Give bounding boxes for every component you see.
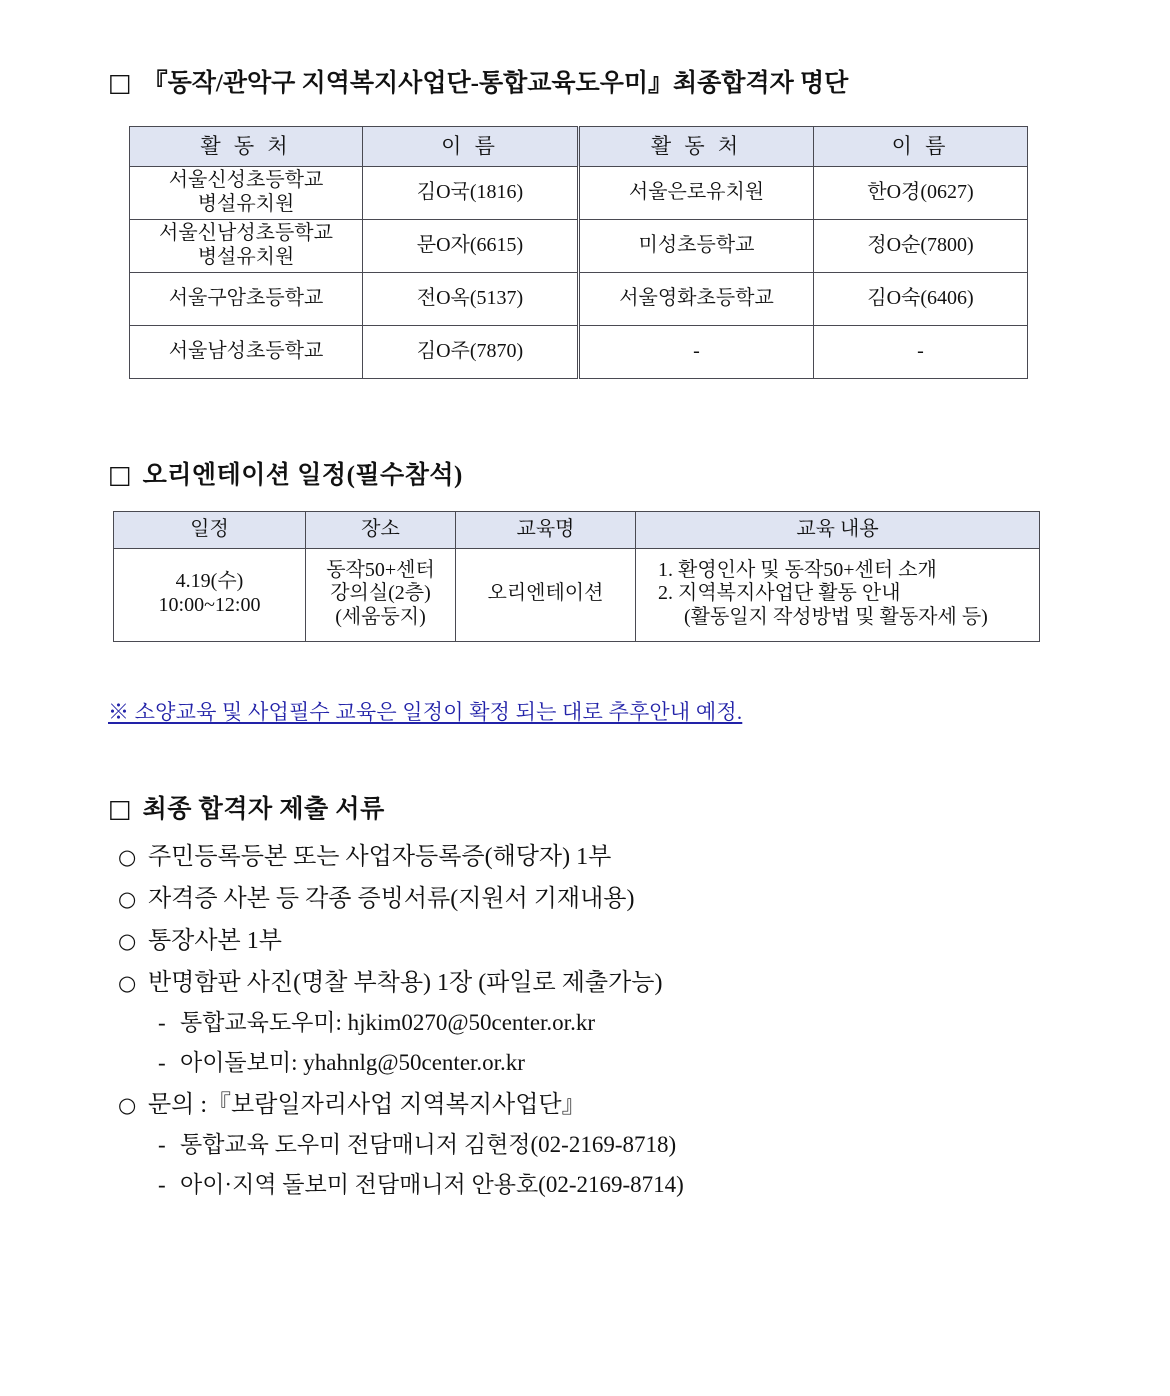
sub-item bbox=[118, 1004, 1098, 1037]
orientation-title: 오리엔테이션 일정(필수참석) bbox=[142, 462, 463, 489]
cell-schedule bbox=[114, 548, 306, 642]
cell-place-right: 서울영화초등학교 bbox=[579, 272, 814, 325]
table-row bbox=[130, 219, 1028, 272]
cell-text: 동작50+센터 bbox=[326, 558, 435, 581]
cell-name-left: 김O주(7870) bbox=[363, 325, 579, 378]
sub-item-label-manager-childcare: 아이·지역 돌보미 전담매니저 안용호(02-2169-8714) bbox=[180, 1172, 684, 1197]
dash-icon: - bbox=[158, 1172, 166, 1197]
documents-heading bbox=[108, 789, 385, 825]
cell-place-right: 미성초등학교 bbox=[579, 219, 814, 272]
list-item bbox=[118, 878, 1098, 913]
required-documents-list bbox=[118, 836, 1098, 1206]
sub-item-label-email-childcare: 아이돌보미: yhahnlg@50center.or.kr bbox=[180, 1050, 525, 1075]
list-item bbox=[118, 962, 1098, 997]
cell-content bbox=[636, 548, 1040, 642]
table-row bbox=[130, 325, 1028, 378]
checkbox-icon: □ bbox=[108, 68, 132, 97]
content-line: 1. 환영인사 및 동작50+센터 소개 bbox=[658, 558, 937, 581]
bullet-circle-icon: ○ bbox=[118, 887, 137, 911]
cell-name-right: 김O숙(6406) bbox=[814, 272, 1028, 325]
content-line bbox=[658, 606, 1035, 630]
table-row bbox=[130, 272, 1028, 325]
cell-place bbox=[306, 548, 456, 642]
cell-name-left: 문O자(6615) bbox=[363, 219, 579, 272]
cell-text: 4.19(수) bbox=[175, 570, 244, 593]
sub-item bbox=[118, 1166, 1098, 1199]
roster-heading bbox=[108, 63, 848, 99]
dash-icon: - bbox=[158, 1010, 166, 1035]
cell-text: 강의실(2층) bbox=[330, 582, 431, 605]
bullet-circle-icon: ○ bbox=[118, 845, 137, 869]
list-item-label: 반명함판 사진(명찰 부착용) 1장 (파일로 제출가능) bbox=[148, 970, 663, 996]
dash-icon: - bbox=[158, 1050, 166, 1075]
cell-place-left bbox=[130, 219, 363, 272]
bullet-circle-icon: ○ bbox=[118, 1093, 137, 1117]
cell-text: (세움둥지) bbox=[335, 605, 426, 628]
documents-title: 최종 합격자 제출 서류 bbox=[142, 796, 385, 823]
cell-place-left bbox=[130, 166, 363, 219]
sub-item bbox=[118, 1044, 1098, 1077]
cell-text: 서울신성초등학교 bbox=[168, 169, 324, 192]
cell-place-right: - bbox=[579, 325, 814, 378]
column-header-name-left: 이 름 bbox=[363, 127, 579, 167]
column-header-program: 교육명 bbox=[456, 512, 636, 549]
cell-name-right: 한O경(0627) bbox=[814, 166, 1028, 219]
cell-name-right: 정O순(7800) bbox=[814, 219, 1028, 272]
list-item-label: 주민등록등본 또는 사업자등록증(해당자) 1부 bbox=[148, 844, 612, 870]
list-item bbox=[118, 836, 1098, 871]
table-header-row bbox=[130, 127, 1028, 167]
cell-text: 병설유치원 bbox=[197, 245, 295, 268]
column-header-place: 장소 bbox=[306, 512, 456, 549]
cell-text: 서울신남성초등학교 bbox=[159, 222, 333, 245]
column-header-name-right: 이 름 bbox=[814, 127, 1028, 167]
list-item-label-inquiry: 문의 :『보람일자리사업 지역복지사업단』 bbox=[148, 1092, 586, 1118]
column-header-content: 교육 내용 bbox=[636, 512, 1040, 549]
dash-icon: - bbox=[158, 1132, 166, 1157]
column-header-place-left: 활 동 처 bbox=[130, 127, 363, 167]
cell-name-left: 김O국(1816) bbox=[363, 166, 579, 219]
roster-table bbox=[129, 126, 1028, 379]
schedule-note: ※ 소양교육 및 사업필수 교육은 일정이 확정 되는 대로 추후안내 예정. bbox=[108, 700, 743, 724]
checkbox-icon: □ bbox=[108, 794, 132, 823]
column-header-schedule: 일정 bbox=[114, 512, 306, 549]
cell-name-right: - bbox=[814, 325, 1028, 378]
table-row bbox=[114, 548, 1040, 642]
list-item bbox=[118, 920, 1098, 955]
cell-place-left: 서울남성초등학교 bbox=[130, 325, 363, 378]
list-item-label: 통장사본 1부 bbox=[148, 928, 282, 954]
bullet-circle-icon: ○ bbox=[118, 929, 137, 953]
column-header-place-right: 활 동 처 bbox=[579, 127, 814, 167]
table-header-row bbox=[114, 512, 1040, 549]
cell-name-left: 전O옥(5137) bbox=[363, 272, 579, 325]
roster-title: 『동작/관악구 지역복지사업단-통합교육도우미』최종합격자 명단 bbox=[142, 70, 849, 97]
cell-place-right: 서울은로유치원 bbox=[579, 166, 814, 219]
cell-text: 10:00~12:00 bbox=[158, 593, 261, 616]
orientation-schedule-table bbox=[113, 511, 1040, 642]
content-subline: (활동일지 작성방법 및 활동자세 등) bbox=[684, 605, 988, 628]
cell-text: 병설유치원 bbox=[197, 192, 295, 215]
list-item-label: 자격증 사본 등 각종 증빙서류(지원서 기재내용) bbox=[148, 886, 635, 912]
orientation-heading bbox=[108, 455, 463, 491]
sub-item bbox=[118, 1126, 1098, 1159]
content-line: 2. 지역복지사업단 활동 안내 bbox=[658, 582, 901, 605]
list-item bbox=[118, 1084, 1098, 1119]
checkbox-icon: □ bbox=[108, 460, 132, 489]
bullet-circle-icon: ○ bbox=[118, 971, 137, 995]
table-row bbox=[130, 166, 1028, 219]
sub-item-label-manager-integrated: 통합교육 도우미 전담매니저 김현정(02-2169-8718) bbox=[180, 1132, 677, 1157]
cell-place-left: 서울구암초등학교 bbox=[130, 272, 363, 325]
cell-program: 오리엔테이션 bbox=[456, 548, 636, 642]
sub-item-label-email-integrated: 통합교육도우미: hjkim0270@50center.or.kr bbox=[180, 1010, 595, 1035]
